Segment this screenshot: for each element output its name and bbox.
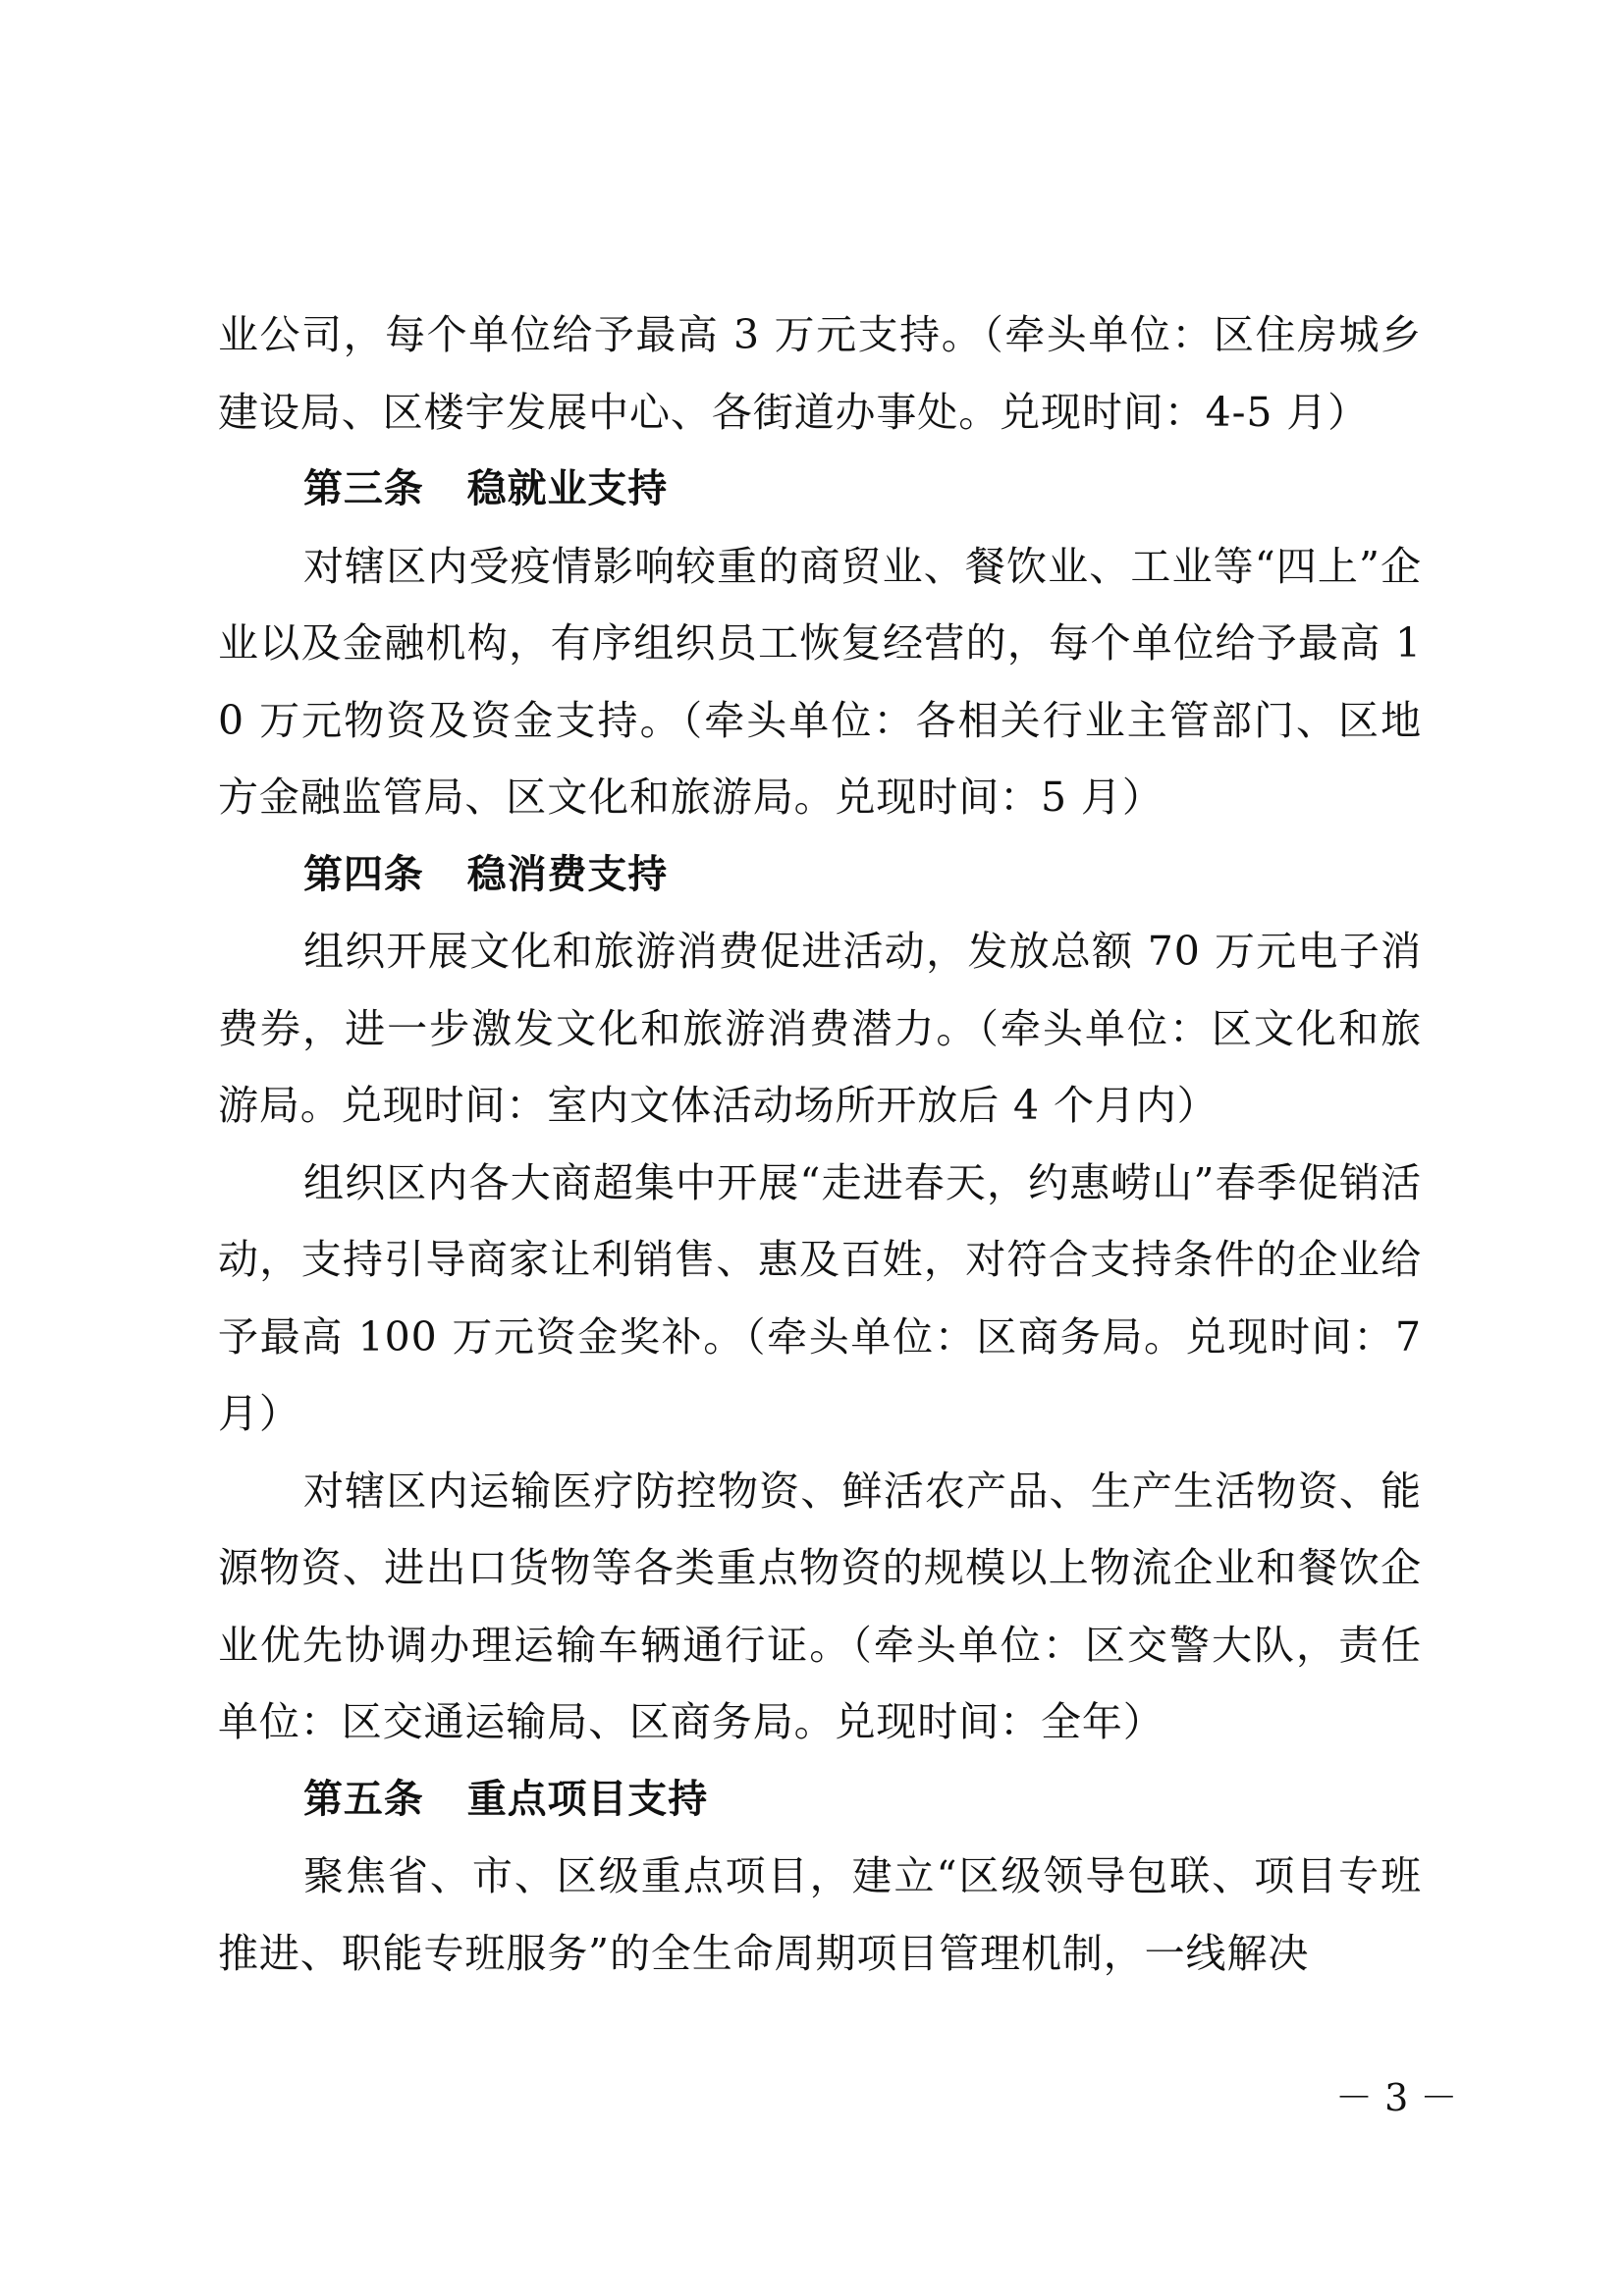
paragraph: 对辖区内运输医疗防控物资、鲜活农产品、生产生活物资、能源物资、进出口货物等各类重点物资的规模以上物流企业和餐饮企业优先协调办理运输车辆通行证。（牵头单位：区交警大队，责任单位：区交通运输局、区商务局。兑现时间：全年） <box>218 1467 1422 1745</box>
paragraph-continued: 业公司，每个单位给予最高 3 万元支持。（牵头单位：区住房城乡建设局、区楼宇发展中心、各街道办事处。兑现时间：4-5 月） <box>218 311 1422 436</box>
article-number: 第五条 <box>303 1776 424 1822</box>
paragraph: 对辖区内受疫情影响较重的商贸业、餐饮业、工业等“四上”企业以及金融机构，有序组织员工恢复经营的，每个单位给予最高 10 万元物资及资金支持。（牵头单位：各相关行业主管部门、区地方金融监管局、区文化和旅游局。兑现时间：5 月） <box>218 542 1422 821</box>
article-heading-4 <box>218 836 1422 914</box>
document-body <box>218 296 1422 1992</box>
article-number: 第三条 <box>303 466 424 511</box>
page-number: － 3 － <box>1335 2076 1458 2119</box>
article-title: 稳就业支持 <box>466 466 669 511</box>
paragraph: 聚焦省、市、区级重点项目，建立“区级领导包联、项目专班推进、职能专班服务”的全生命周期项目管理机制，一线解决 <box>218 1852 1422 1977</box>
article-title: 稳消费支持 <box>466 851 669 897</box>
article-heading-5 <box>218 1761 1422 1839</box>
article-number: 第四条 <box>303 851 424 897</box>
paragraph: 组织区内各大商超集中开展“走进春天，约惠崂山”春季促销活动，支持引导商家让利销售、惠及百姓，对符合支持条件的企业给予最高 100 万元资金奖补。（牵头单位：区商务局。兑现时间：7 月） <box>218 1158 1422 1437</box>
article-heading-3 <box>218 451 1422 528</box>
paragraph: 组织开展文化和旅游消费促进活动，发放总额 70 万元电子消费券，进一步激发文化和旅游消费潜力。（牵头单位：区文化和旅游局。兑现时间：室内文体活动场所开放后 4 个月内） <box>218 928 1422 1129</box>
article-title: 重点项目支持 <box>466 1776 709 1822</box>
